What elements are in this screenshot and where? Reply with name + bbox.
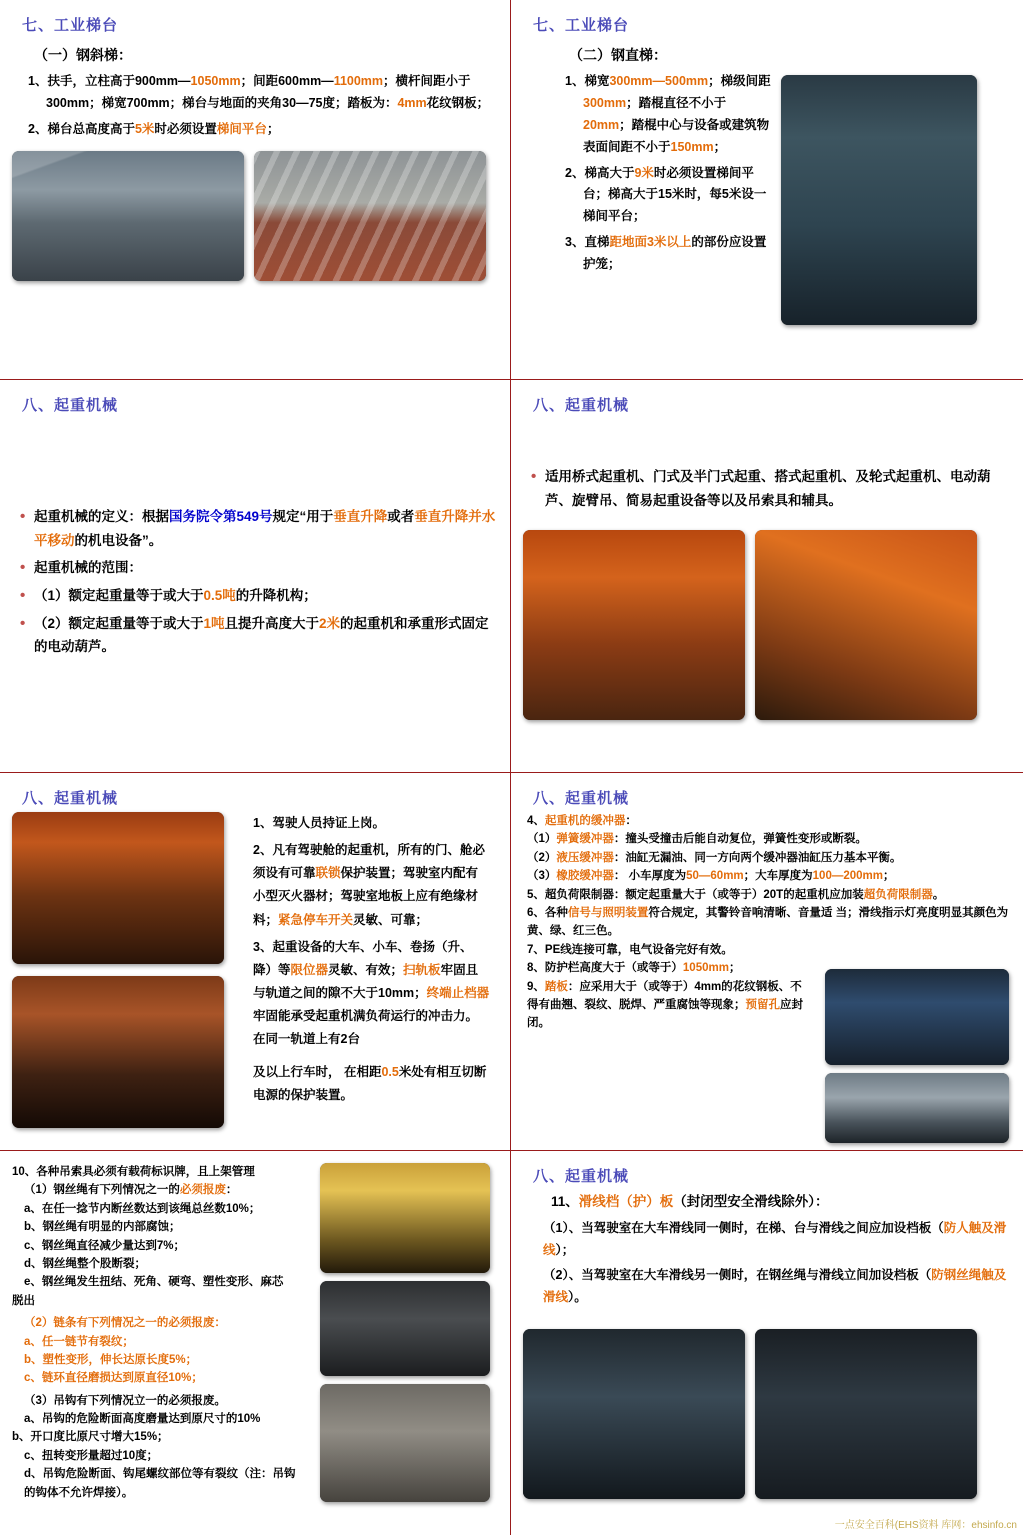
slide-line-guard-photo-2 (755, 1329, 977, 1499)
slide-subtitle: （一）钢斜梯： (34, 47, 132, 63)
photo-column (12, 812, 227, 1128)
photo-row (523, 530, 1011, 720)
list-item: 10、各种吊索具必须有载荷标识牌，且上架管理 (12, 1166, 255, 1178)
slide-line-guard-photo-1 (523, 1329, 745, 1499)
vertical-ladder-factory-photo (781, 75, 977, 325)
list-item: 1、扶手，立柱高于900mm—1050mm；间距600mm—1100mm；横杆间距小于300mm；梯宽700mm；梯台与地面的夹角30—75度；踏板为：4mm花纹钢板； (28, 74, 490, 110)
slide-body (523, 71, 773, 325)
list-item: 1、梯宽300mm—500mm；梯级间距300mm；踏棍直径不小于20mm；踏棍中心与设备或建筑物表面间距不小于150mm； (565, 74, 771, 154)
rail-stop-photo (825, 969, 1009, 1065)
list-item: d、钢丝绳整个股断裂； (24, 1257, 147, 1270)
list-item: c、链环直径磨损达到原直径10%； (24, 1372, 203, 1385)
slide-body (523, 1190, 1011, 1309)
crane-bridge-photo (12, 812, 224, 964)
list-item: 7、PE线连接可靠，电气设备完好有效。 (527, 943, 733, 956)
list-item: e、钢丝绳发生扭结、死角、硬弯、塑性变形、麻芯 (24, 1276, 284, 1289)
slide-body (235, 812, 490, 1128)
slide-body (523, 465, 1011, 512)
slide-2 (511, 0, 1023, 380)
list-item: a、在任一捻节内断丝数达到该绳总丝数10%； (24, 1202, 261, 1215)
list-item: c、钢丝绳直径减少量达到7%； (24, 1239, 186, 1252)
list-item: 3、直梯距地面3米以上的部份应设置护笼； (565, 235, 767, 271)
list-item: b、开口度比原尺寸增大15%； (12, 1431, 169, 1444)
slide-title: 八、起重机械 (22, 397, 119, 414)
slide-title: 八、起重机械 (22, 790, 119, 807)
slide-title: 七、工业梯台 (533, 17, 630, 34)
list-item: （1）钢丝绳有下列情况之一的必须报废： (24, 1184, 238, 1197)
slide-title: 八、起重机械 (533, 1168, 630, 1185)
list-item: b、钢丝绳有明显的内部腐蚀； (24, 1221, 181, 1234)
list-item: （1）弹簧缓冲器：撞头受撞击后能自动复位，弹簧性变形或断裂。 (527, 833, 867, 846)
list-item: a、任一链节有裂纹； (24, 1335, 134, 1348)
sling-tag-photo (320, 1163, 490, 1273)
photo-row (523, 1329, 1011, 1499)
list-item: 及以上行车时， 在相距0.5米处有相互切断电源的保护装置。 (253, 1065, 487, 1103)
watermark: 一点安全百科(EHS资料 库网：ehsinfo.cn (834, 1520, 1017, 1531)
slide-1 (0, 0, 511, 380)
slide-title: 八、起重机械 (533, 790, 630, 807)
list-item: （2）链条有下列情况之一的必须报废： (24, 1317, 226, 1330)
steel-walkway-photo (12, 151, 244, 281)
list-item: 11、滑线档（护）板（封闭型安全滑线除外）： (551, 1194, 829, 1209)
cabin-extinguisher-photo (12, 976, 224, 1128)
list-item: • 起重机械的范围： (12, 556, 498, 580)
list-item: • 起重机械的定义：根据国务院令第549号规定“用于垂直升降或者垂直升降并水平移动的机电设备”。 (12, 505, 498, 552)
list-item: 4、起重机的缓冲器： (527, 815, 637, 827)
list-item: 2、凡有驾驶舱的起重机，所有的门、舱必须设有可靠联锁保护装置；驾驶室内配有小型灭火器材；驾驶室地板上应有绝缘材料；紧急停车开关灵敏、可靠； (253, 843, 485, 927)
list-item: 6、各种信号与照明装置符合规定，其警铃音响清晰、音量适 当；滑线指示灯亮度明显其颜色为黄、绿、红三色。 (527, 906, 1009, 938)
slide-title: 八、起重机械 (533, 397, 630, 414)
list-item: 的钩体不允许焊接）。 (24, 1486, 134, 1499)
crane-wheel-photo-1 (523, 530, 745, 720)
slide-subtitle: （二）钢直梯： (569, 47, 667, 63)
list-item: 2、梯台总高度高于5米时必须设置梯间平台； (28, 121, 280, 136)
list-item: 1、驾驶人员持证上岗。 (253, 816, 385, 830)
stair-base-photo (254, 151, 486, 281)
slide-body (12, 1163, 312, 1502)
slide-8 (511, 1151, 1023, 1535)
list-item: 9、踏板：应采用大于（或等于）4mm的花纹钢板、不得有曲翘、裂纹、脱焊、严重腐蚀等现象；预留孔应封闭。 (527, 980, 803, 1030)
chain-photo (320, 1384, 490, 1502)
slide-body (12, 71, 498, 141)
walkway-grating-photo (825, 1073, 1009, 1143)
list-item: 脱出 (12, 1294, 35, 1307)
slide-4 (511, 380, 1023, 773)
list-item: b、塑性变形，伸长达原长度5%； (24, 1353, 198, 1366)
slide-title: 七、工业梯台 (22, 17, 119, 34)
list-item: （3）吊钩有下列情况立一的必须报废。 (24, 1394, 226, 1407)
slide-6 (511, 773, 1023, 1151)
slide-7 (0, 1151, 511, 1535)
photo-row (12, 151, 498, 281)
list-item: （2）、当驾驶室在大车滑线另一侧时，在钢丝绳与滑线立间加设档板（防钢丝绳触及滑线）。 (543, 1268, 1007, 1305)
list-item: 8、防护栏高度大于（或等于）1050mm； (527, 962, 741, 975)
list-item: 5、超负荷限制器：额定起重量大于（或等于）20T的起重机应加装超负荷限制器。 (527, 888, 945, 901)
list-item: • 适用桥式起重机、门式及半门式起重、搭式起重机、及轮式起重机、电动葫芦、旋臂吊、简易起重设备等以及吊索具和辅具。 (523, 465, 1011, 512)
list-item: a、吊钩的危险断面高度磨量达到原尺寸的10% (24, 1413, 261, 1426)
list-item: • （2）额定起重量等于或大于1吨且提升高度大于2米的起重机和承重形式固定的电动葫芦。 (12, 612, 498, 659)
list-item: （2）液压缓冲器：油缸无漏油、同一方向两个缓冲器油缸压力基本平衡。 (527, 851, 902, 864)
crane-drum-photo-2 (755, 530, 977, 720)
slide-body (12, 505, 498, 659)
list-item: c、扭转变形量超过10度； (24, 1449, 159, 1462)
hook-photo (320, 1281, 490, 1376)
list-item: （3）橡胶缓冲器： 小车厚度为50—60mm；大车厚度为100—200mm； (527, 870, 895, 883)
list-item: 3、起重设备的大车、小车、卷扬（升、降）等限位器灵敏、有效；扫轨板牢固且与轨道之间的隙不大于10mm；终端止档器牢固能承受起重机满负荷运行的冲击力。在同一轨道上有2台 (253, 939, 490, 1047)
list-item: （1）、当驾驶室在大车滑线同一侧时，在梯、台与滑线之间应加设档板（防人触及滑线）； (543, 1220, 1007, 1257)
list-item: 2、梯高大于9米时必须设置梯间平台；梯高大于15米时，每5米设一梯间平台； (565, 165, 767, 224)
slide-5 (0, 773, 511, 1151)
photo-column (320, 1163, 495, 1502)
slide-3 (0, 380, 511, 773)
list-item: d、吊钩危险断面、钩尾螺纹部位等有裂纹（注：吊钩 (24, 1468, 296, 1481)
list-item: • （1）额定起重量等于或大于0.5吨的升降机构； (12, 584, 498, 608)
